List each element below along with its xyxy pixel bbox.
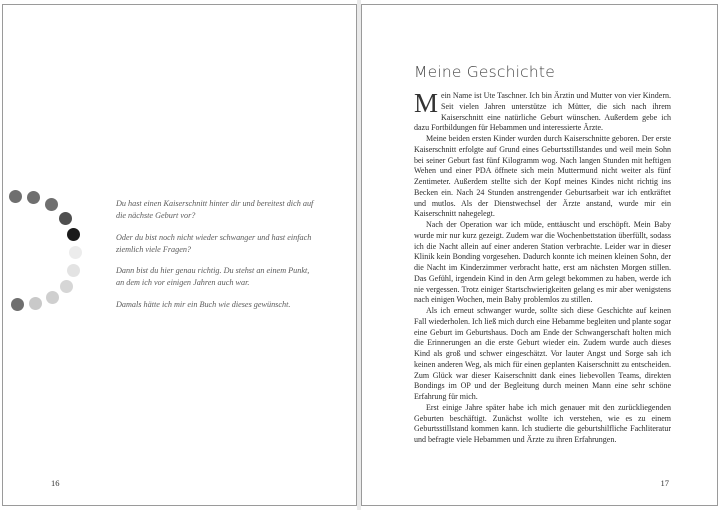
arc-dot (67, 228, 80, 241)
arc-dot (46, 291, 59, 304)
arc-dot (69, 246, 82, 259)
paragraph: Erst einige Jahre später habe ich mich genauer mit den zurückliegenden Geburten beschäftigt. Zunächst wollte ich verstehen, wie es zu einem Geburtsstillstand kommen kann. Ich studierte die geburtshilfliche Fachliteratur und befragte viele Hebammen und Ärzte zu ihren Erfahrungen. (414, 402, 671, 444)
arc-dot (60, 280, 73, 293)
arc-dot (27, 191, 40, 204)
arc-dot (45, 198, 58, 211)
left-page (2, 4, 357, 506)
paragraph: Nach der Operation war ich müde, enttäuscht und erschöpft. Mein Baby wurde mir nur kurz gezeigt. Zudem war die Wochenbettstation überfüllt, sodass ich die Nacht allein auf einer anderen Station verbrachte. Leider war in dieser Klinik kein Bonding vorgesehen. Dadurch konnte ich meinen kleinen Sohn, der die Nacht im Kinderzimmer verbracht hatte, erst am nächsten Morgen stillen. Das Gefühl, irgendein Kind in den Arm gelegt bekommen zu haben, werde ich nie vergessen. Trotz einiger Startschwierigkeiten gelang es mir aber wenigstens nach einigen Wochen, mein Baby problemlos zu stillen. (414, 220, 671, 305)
chapter-title: Meine Geschichte (414, 63, 555, 81)
quote-line: Damals hätte ich mir ein Buch wie dieses gewünscht. (116, 299, 291, 309)
page-number-left: 16 (51, 478, 60, 488)
arc-dot (67, 264, 80, 277)
paragraph (414, 88, 671, 134)
quote-line: Dann bist du hier genau richtig. Du stehst an einem Punkt, an dem ich vor einigen Jahren auch war. (116, 266, 310, 287)
page-number-right: 17 (660, 478, 669, 488)
paragraph-text: ein Name ist Ute Taschner. Ich bin Ärztin und Mutter von vier Kindern. Seit vielen Jahren unterstütze ich Mütter, die sich nach ihrem Kaiserschnitt eine natürliche Geburt wünschen. Außerdem gebe ich dazu Fortbildungen für Hebammen und interessierte Ärzte. (414, 91, 671, 133)
paragraph: Meine beiden ersten Kinder wurden durch Kaiserschnitte geboren. Der erste Kaiserschnitt erfolgte auf Grund eines Geburtsstillstandes und weil mein Sohn bei seiner Geburt fast fünf Kilogramm wog. Nach langen Stunden mit heftigen Wehen und einer PDA öffnete sich mein Muttermund nicht weiter als fünf Zentimeter. Außerdem stellte sich der Kopf meines Kindes nicht richtig ins Becken ein. Nach 24 Stunden anstrengender Geburtsarbeit war ich entkräftet und mutlos. Als der Dienstwechsel der Ärzte anstand, wurde mir ein Kaiserschnitt nahegelegt. (414, 134, 671, 219)
arc-dot (11, 298, 24, 311)
drop-cap: M (414, 88, 439, 118)
arc-dot (59, 212, 72, 225)
paragraph: Als ich erneut schwanger wurde, sollte sich diese Geschichte auf keinen Fall wiederholen. Ich ließ mich durch eine Hebamme begleiten und plante sogar eine Geburt im Geburtshaus. Doch am Ende der Schwangerschaft holten mich die Erinnerungen an die erste Geburt wieder ein. Zudem wurde auch dieses Kind als groß und schwer eingeschätzt. Vor lauter Angst und Sorge sah ich keinen anderen Weg, als mich für einen geplanten Kaiserschnitt zu entscheiden. Zum Glück war dieser Kaiserschnitt dank eines liebevollen Teams, direkten Bondings im OP und der Begleitung durch meinen Mann eine sehr schöne Erfahrung für mich. (414, 306, 671, 401)
arc-dot (9, 190, 22, 203)
intro-quotes (116, 198, 316, 320)
quote-line: Du hast einen Kaiserschnitt hinter dir und bereitest dich auf die nächste Geburt vor? (116, 199, 314, 220)
quote-line: Oder du bist noch nicht wieder schwanger und hast einfach ziemlich viele Fragen? (116, 232, 312, 254)
arc-dot (29, 297, 42, 310)
right-page (361, 4, 718, 506)
chapter-body (414, 88, 671, 446)
